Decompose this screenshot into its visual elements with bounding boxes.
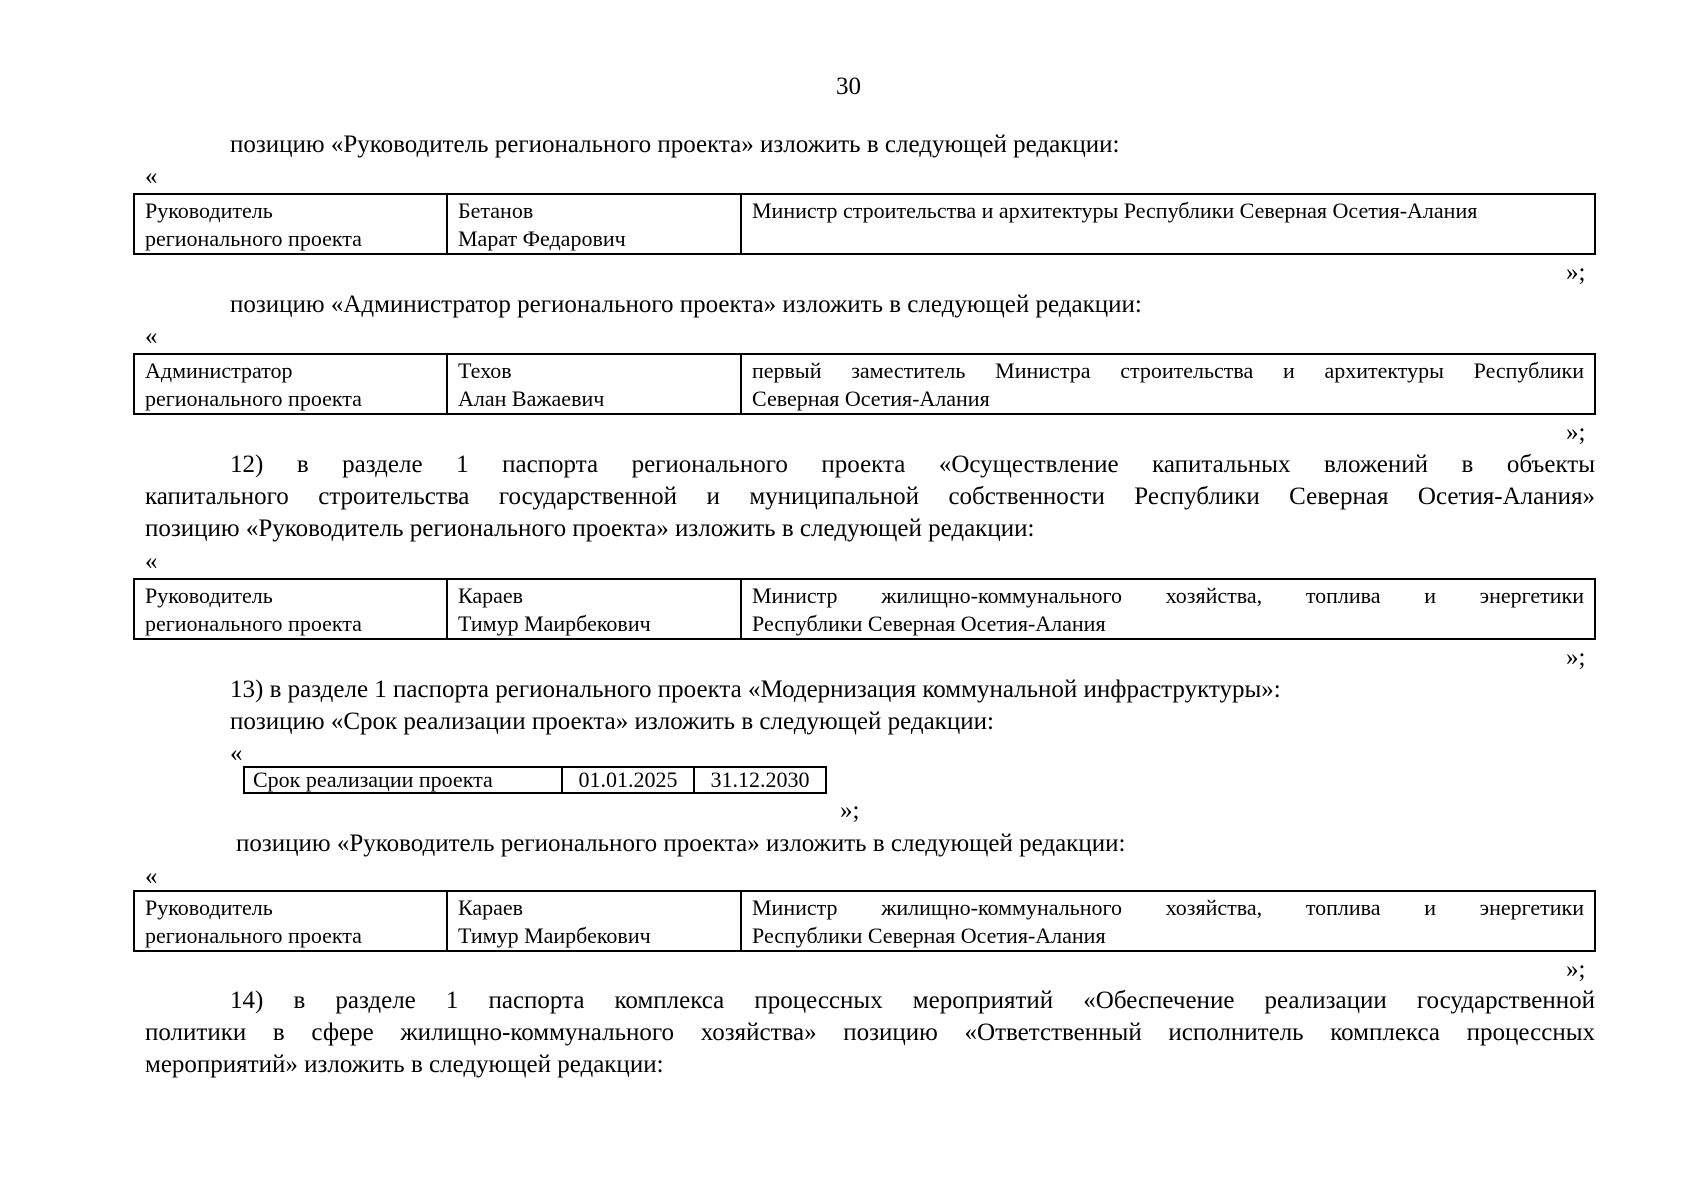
position-cell [741,579,1595,639]
position-cell [741,194,1595,254]
role-line: Руководитель [145,583,273,608]
position-line: Министр жилищно-коммунального хозяйства, топлива и энергетики [752,895,1584,920]
term-label-cell: Срок реализации проекта [244,767,562,793]
role-cell [134,891,447,951]
close-quote-4: »; [840,797,860,824]
position-line: первый заместитель Министра строительства и архитектуры Республики [752,358,1584,383]
role-cell [134,354,447,414]
role-line: Администратор [145,358,293,383]
paragraph-item-13-line2: позицию «Срок реализации проекта» изложить в следующей редакции: [230,708,994,735]
role-line: регионального проекта [145,923,362,948]
name-line: Алан Важаевич [458,386,605,411]
paragraph-item-14-line2: политики в сфере жилищно-коммунального хозяйства» позицию «Ответственный исполнитель комплекса процессных [145,1019,1595,1046]
name-cell [447,891,741,951]
position-line: Северная Осетия-Алания [752,386,990,411]
name-line: Бетанов [458,198,534,223]
paragraph-intro-2: позицию «Администратор регионального проекта» изложить в следующей редакции: [230,291,1142,318]
position-table-5 [133,890,1596,952]
position-cell [741,891,1595,951]
paragraph-intro-5: позицию «Руководитель регионального проекта» изложить в следующей редакции: [236,830,1126,857]
table-row [134,194,1595,254]
term-table [243,766,827,794]
close-quote-5: »; [1566,956,1586,983]
close-quote-2: »; [1566,419,1586,446]
paragraph-item-13-line1: 13) в разделе 1 паспорта регионального проекта «Модернизация коммунальной инфраструктуры»: [230,676,1281,703]
paragraph-item-14-line3: мероприятий» изложить в следующей редакции: [145,1051,664,1078]
role-line: Руководитель [145,895,273,920]
position-line: Республики Северная Осетия-Алания [752,923,1106,948]
role-line: регионального проекта [145,386,362,411]
term-end-cell: 31.12.2030 [694,767,826,793]
role-line: Руководитель [145,198,273,223]
name-line: Тимур Маирбекович [458,611,651,636]
role-line: регионального проекта [145,611,362,636]
position-cell [741,354,1595,414]
close-quote-3: »; [1566,644,1586,671]
name-line: Караев [458,583,524,608]
table-row [134,891,1595,951]
name-cell [447,354,741,414]
close-quote-1: »; [1566,259,1586,286]
name-line: Тимур Маирбекович [458,923,651,948]
page-number: 30 [836,73,861,100]
name-cell [447,194,741,254]
position-table-3 [133,578,1596,640]
term-start-cell: 01.01.2025 [562,767,694,793]
role-cell [134,579,447,639]
paragraph-item-12-line2: капитального строительства государственной и муниципальной собственности Республики Северная Осетия-Алания» [145,483,1595,510]
paragraph-item-12-line1: 12) в разделе 1 паспорта регионального проекта «Осуществление капитальных вложений в объекты [230,451,1595,478]
open-quote-4: « [230,740,243,767]
name-line: Техов [458,358,512,383]
name-line: Марат Федарович [458,226,626,251]
position-table-1 [133,193,1596,255]
open-quote-2: « [145,323,158,350]
name-line: Караев [458,895,524,920]
table-row [134,579,1595,639]
paragraph-item-14-line1: 14) в разделе 1 паспорта комплекса процессных мероприятий «Обеспечение реализации государственной [230,987,1595,1014]
open-quote-5: « [145,863,158,890]
table-row [244,767,826,793]
position-table-2 [133,353,1596,415]
open-quote-1: « [145,163,158,190]
paragraph-item-12-line3: позицию «Руководитель регионального проекта» изложить в следующей редакции: [145,515,1035,542]
position-line [752,225,1584,253]
role-cell [134,194,447,254]
position-line: Министр строительства и архитектуры Республики Северная Осетия-Алания [752,198,1478,223]
position-line: Министр жилищно-коммунального хозяйства, топлива и энергетики [752,583,1584,608]
open-quote-3: « [145,548,158,575]
table-row [134,354,1595,414]
name-cell [447,579,741,639]
role-line: регионального проекта [145,226,362,251]
paragraph-intro-1: позицию «Руководитель регионального проекта» изложить в следующей редакции: [230,131,1120,158]
position-line: Республики Северная Осетия-Алания [752,611,1106,636]
